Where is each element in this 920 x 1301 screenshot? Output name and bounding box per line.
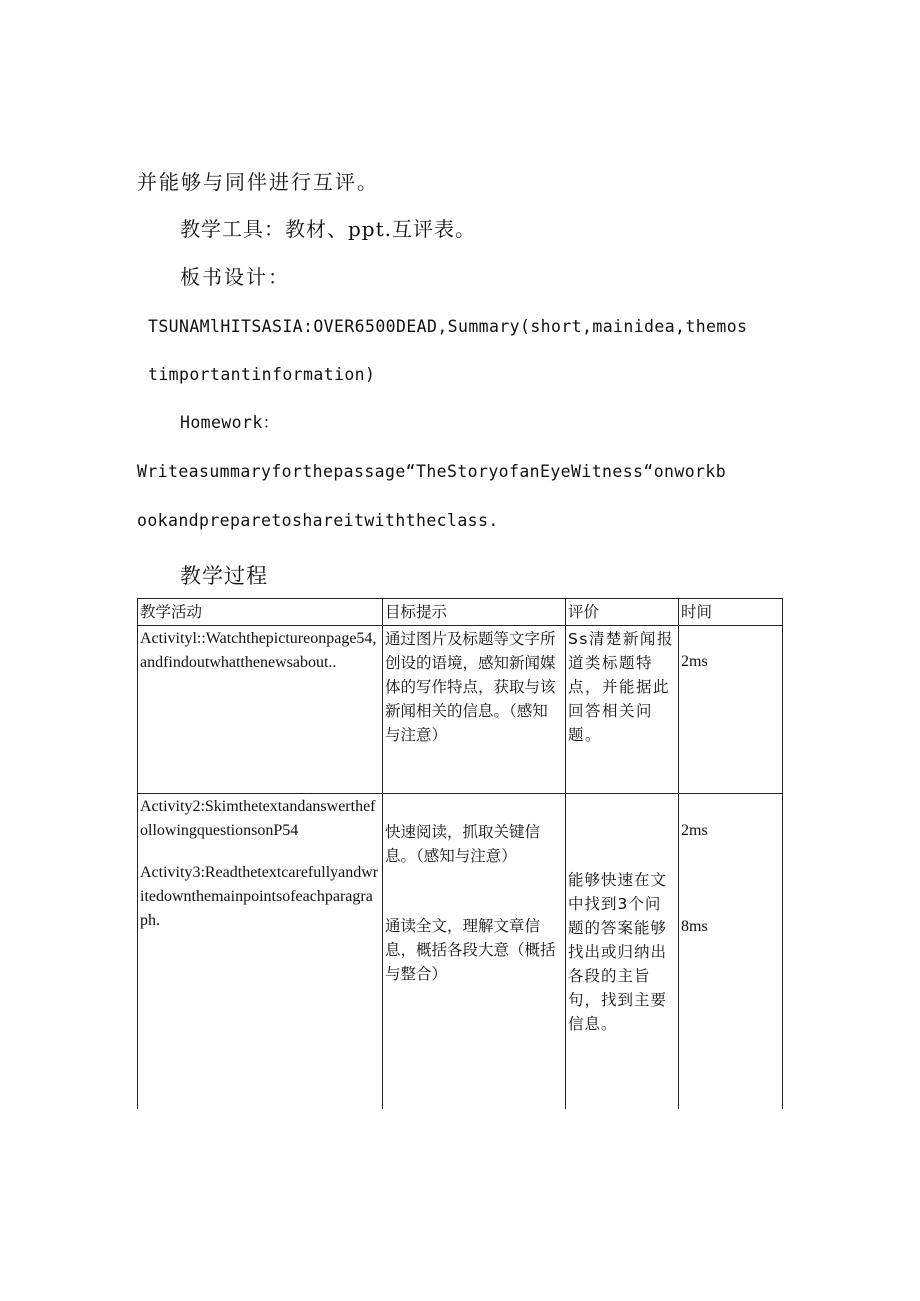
header-activity: 教学活动 (138, 599, 383, 626)
homework-heading: Homework： (180, 413, 280, 432)
board-design-heading: 板书设计： (180, 265, 290, 289)
board-design-line-1: TSUNAMlHITSASIA:OVER6500DEAD,Summary(short,mainidea,themos (148, 317, 748, 336)
teaching-process-table (137, 598, 783, 1109)
time-1-value: 2ms (681, 653, 708, 670)
time-gap (681, 843, 780, 915)
activity-2-3-cell (138, 794, 383, 1110)
goal-gap (385, 868, 563, 914)
activity-gap (140, 843, 380, 861)
paragraph-peer-review: 并能够与同伴进行互评。 (137, 170, 379, 194)
activity-3-text: Activity3:Readthetextcarefullyandwritedownthemainpointsofeachparagraph. (140, 864, 379, 929)
table-row (138, 626, 783, 794)
homework-line-1: Writeasummaryforthepassage“TheStoryofanEyeWitness“onworkb (137, 462, 727, 481)
activity-2-text: Activity2:SkimthetextandanswerthefollowingquestionsonP54 (140, 798, 376, 839)
header-goal: 目标提示 (383, 599, 566, 626)
goal-2-3-cell (383, 794, 566, 1110)
evaluation-2-3-cell (566, 794, 679, 1110)
table-header-row (138, 599, 783, 626)
goal-2-text: 快速阅读，抓取关键信息。（感知与注意） (385, 823, 541, 865)
table-row (138, 794, 783, 1110)
teaching-tools: 教学工具：教材、ppt.互评表。 (180, 217, 476, 241)
goal-1-cell: 通过图片及标题等文字所创设的语境，感知新闻媒体的写作特点，获取与该新闻相关的信息。（感知与注意） (383, 626, 566, 794)
evaluation-2-3-text: 能够快速在文中找到3个问题的答案能够找出或归纳出各段的主旨句，找到主要信息。 (568, 871, 668, 1033)
time-3-value: 8ms (681, 918, 708, 935)
board-design-line-2: timportantinformation) (148, 365, 376, 384)
teaching-process-heading: 教学过程 (180, 564, 268, 588)
homework-line-2: ookandpreparetoshareitwiththeclass. (137, 511, 499, 530)
header-evaluation: 评价 (566, 599, 679, 626)
evaluation-1-cell: Ss清楚新闻报道类标题特点，并能据此回答相关问题。 (566, 626, 679, 794)
goal-3-text: 通读全文，理解文章信息，概括各段大意（概括与整合） (385, 917, 556, 983)
time-2-3-cell (679, 794, 783, 1110)
activity-1-cell: Activityl::Watchthepictureonpage54,andfindoutwhatthenewsabout.. (138, 626, 383, 794)
time-1-cell (679, 626, 783, 794)
header-time: 时间 (679, 599, 783, 626)
time-2-value: 2ms (681, 822, 708, 839)
